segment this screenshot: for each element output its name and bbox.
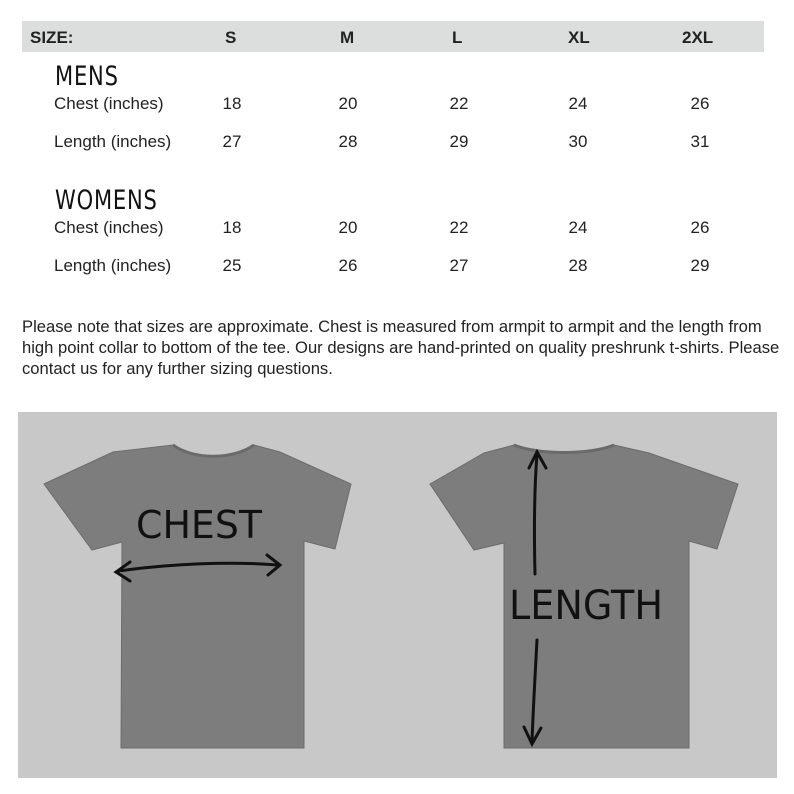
womens-chest-2xl: 26 <box>690 218 710 237</box>
mens-length-xl: 30 <box>568 132 588 151</box>
mens-chest-2xl: 26 <box>690 94 710 113</box>
length-label: LENGTH <box>509 583 663 629</box>
mens-length-l: 29 <box>449 132 469 151</box>
womens-length-label: Length (inches) <box>54 256 172 275</box>
size-header-m: M <box>340 28 355 47</box>
mens-length-label: Length (inches) <box>54 132 172 151</box>
tshirt-drawing <box>18 412 777 778</box>
womens-length-s: 25 <box>222 256 242 275</box>
size-header-xl: XL <box>568 28 590 47</box>
mens-chest-label: Chest (inches) <box>54 94 164 113</box>
mens-chest-m: 20 <box>338 94 358 113</box>
mens-chest-l: 22 <box>449 94 469 113</box>
womens-chest-label: Chest (inches) <box>54 218 164 237</box>
womens-length-xl: 28 <box>568 256 588 275</box>
size-header-s: S <box>225 28 237 47</box>
size-header-label: SIZE: <box>30 28 74 47</box>
mens-chest-xl: 24 <box>568 94 588 113</box>
mens-length-2xl: 31 <box>690 132 710 151</box>
womens-length-m: 26 <box>338 256 358 275</box>
mens-chest-s: 18 <box>222 94 242 113</box>
womens-chest-xl: 24 <box>568 218 588 237</box>
size-header-2xl: 2XL <box>682 28 714 47</box>
sizing-note: Please note that sizes are approximate. Chest is measured from armpit to armpit and the length from high point collar to bottom of the tee. Our designs are hand-printed on quality preshrunk t-shirts. Please contact us for any further sizing questions. <box>22 317 780 378</box>
womens-chest-s: 18 <box>222 218 242 237</box>
tshirt-illustration <box>18 412 777 778</box>
womens-chest-m: 20 <box>338 218 358 237</box>
mens-title: MENS <box>55 61 119 92</box>
mens-length-m: 28 <box>338 132 358 151</box>
size-header-bar <box>22 21 764 52</box>
womens-chest-l: 22 <box>449 218 469 237</box>
chest-label: CHEST <box>136 503 263 547</box>
womens-title: WOMENS <box>55 185 158 216</box>
womens-length-l: 27 <box>449 256 469 275</box>
size-header-l: L <box>452 28 463 47</box>
mens-length-s: 27 <box>222 132 242 151</box>
womens-length-2xl: 29 <box>690 256 710 275</box>
front-tshirt-icon <box>44 445 351 748</box>
